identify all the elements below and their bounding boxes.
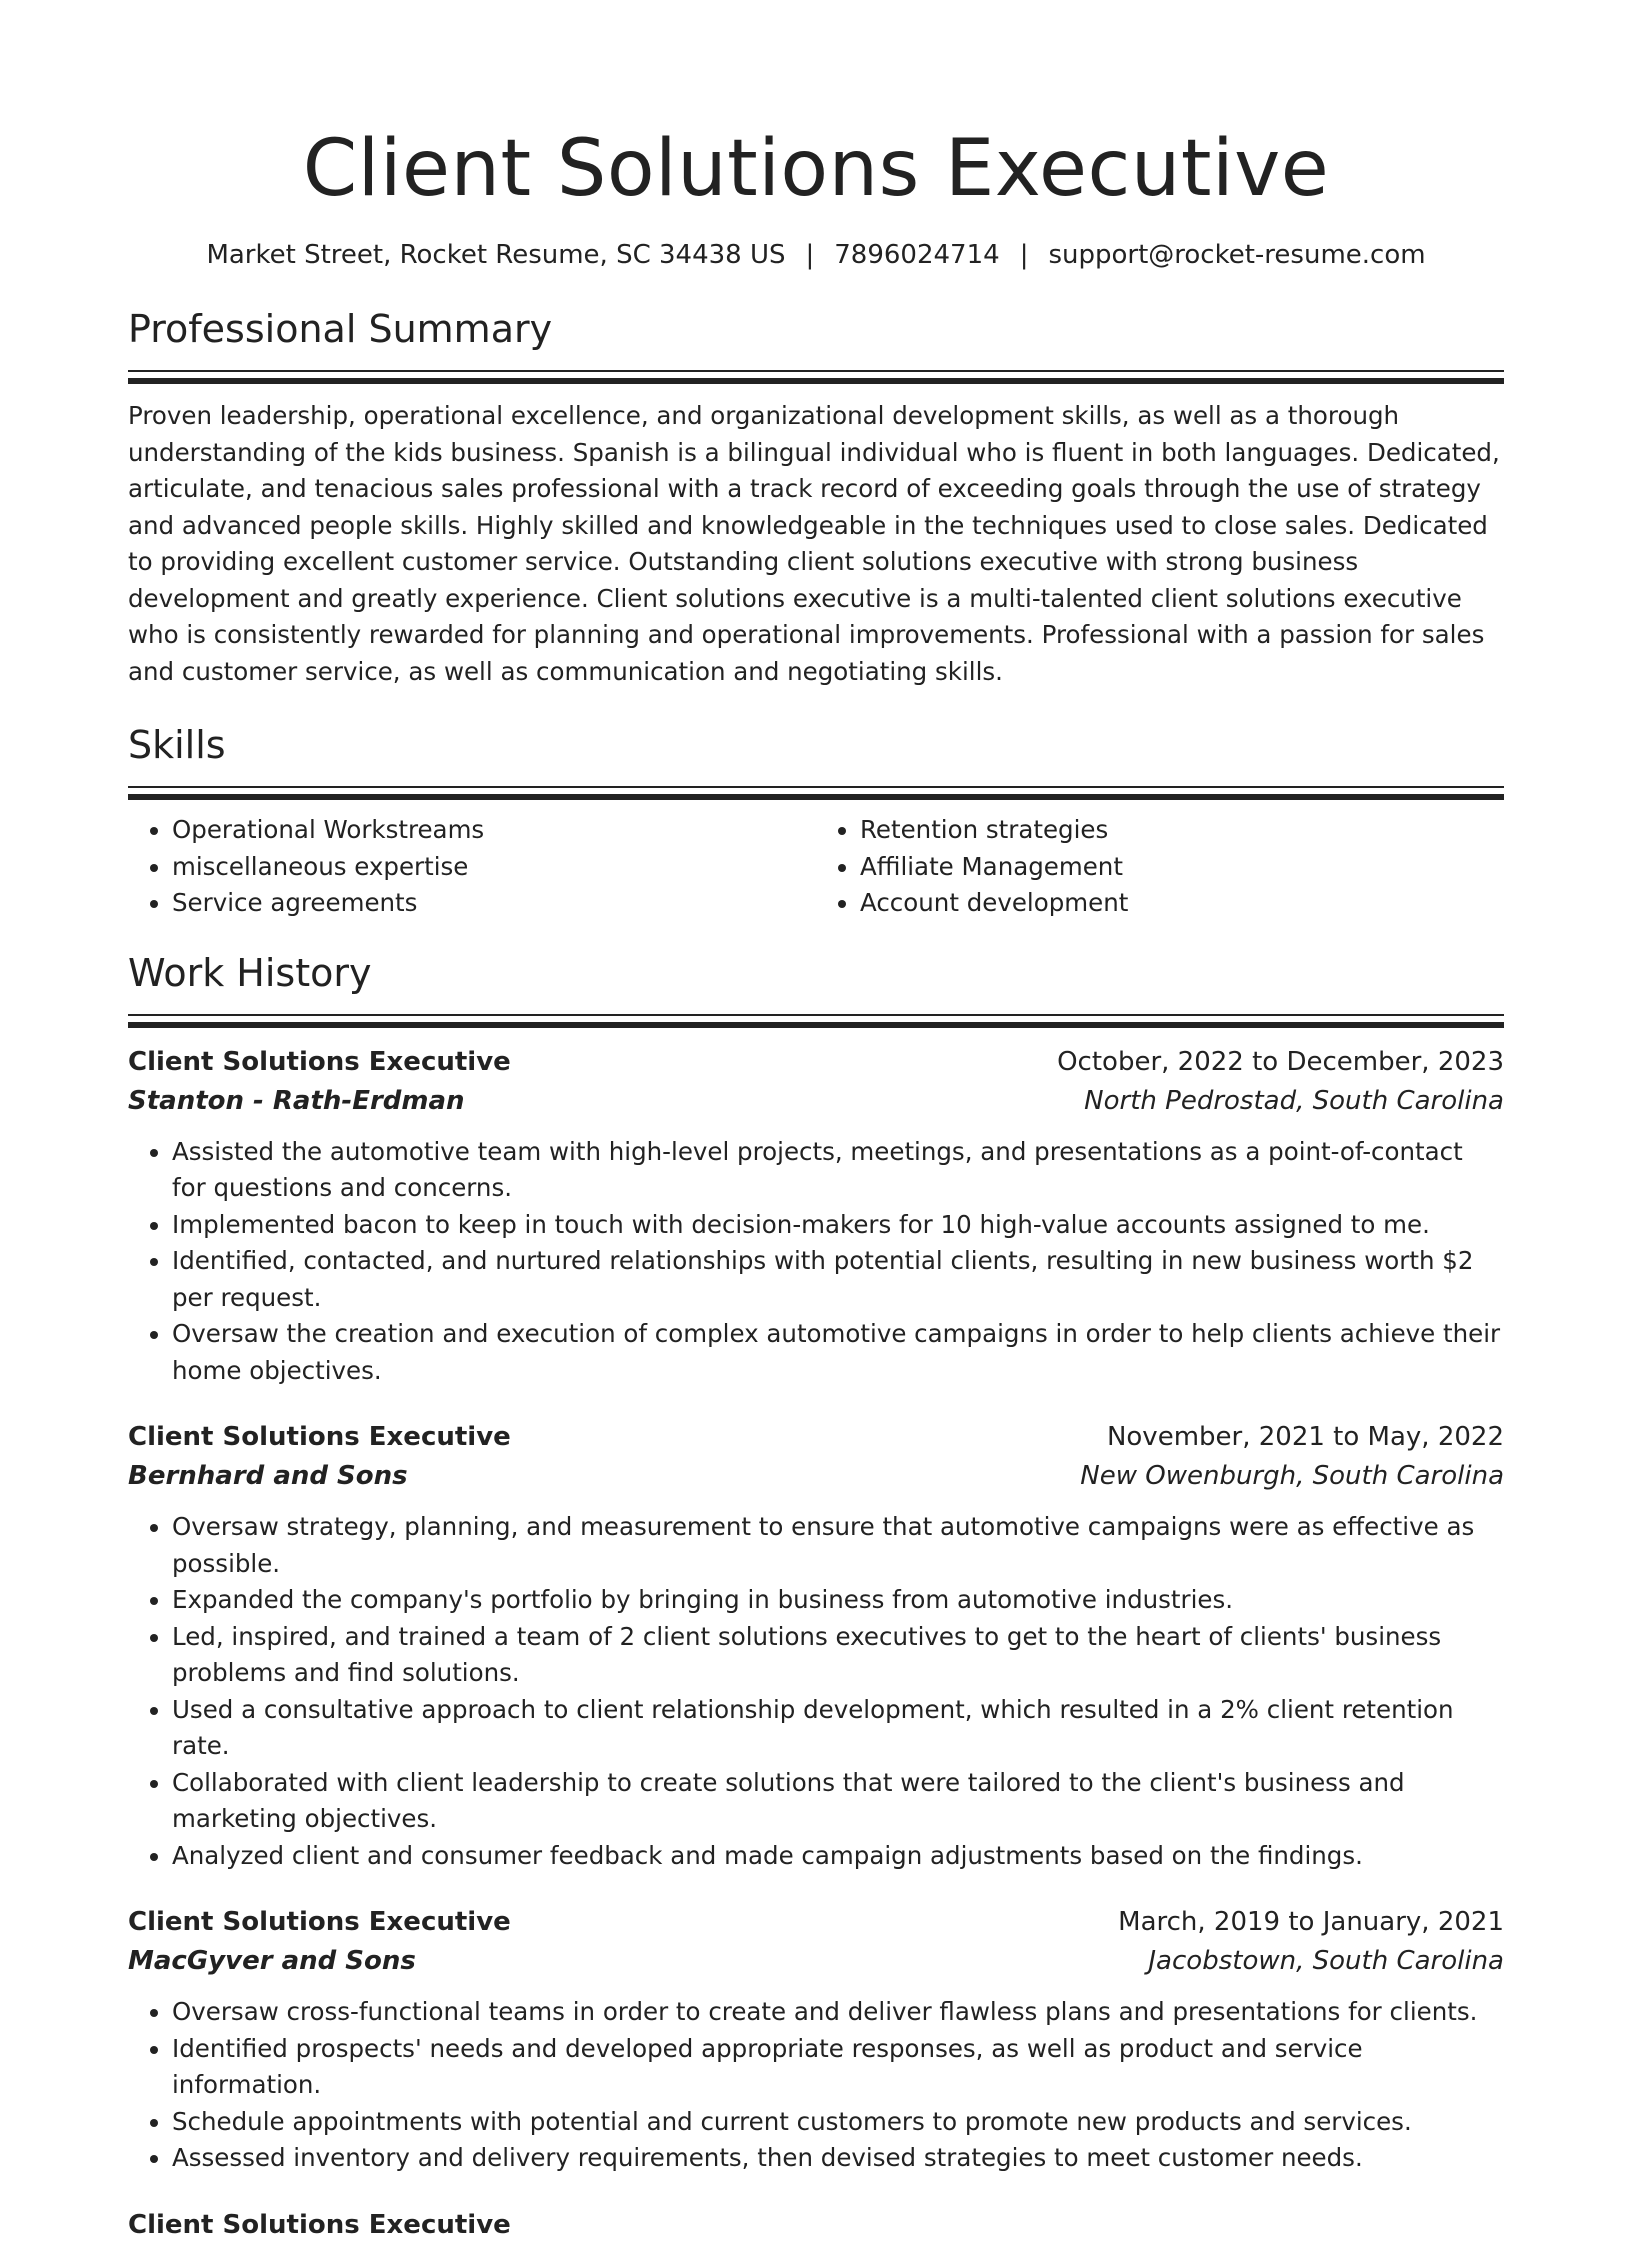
section-title-skills: Skills [128,723,226,767]
work-section [128,950,1504,2245]
job-bullet: • Oversaw cross-functional teams in order to create and deliver flawless plans and presentations for clients. [172,1994,1504,2031]
job-bullet: • Assessed inventory and delivery requirements, then devised strategies to meet customer needs. [172,2140,1504,2177]
summary-text: Proven leadership, operational excellence, and organizational development skills, as well as a thorough understanding of the kids business. Spanish is a bilingual individual who is fluent in both languages. Dedicated, articulate, and tenacious sales professional with a track record of exceeding goals through the use of strategy and advanced people skills. Highly skilled and knowledgeable in the techniques used to close sales. Dedicated to providing excellent customer service. Outstanding client solutions executive with strong business development and greatly experience. Client solutions executive is a multi-talented client solutions executive who is consistently rewarded for planning and operational improvements. Professional with a passion for sales and customer service, as well as communication and negotiating skills. [128,401,1500,686]
job-company: Stanton - Rath-Erdman [128,1085,465,1116]
skill-item: • Operational Workstreams [172,812,816,849]
section-title-work: Work History [128,950,372,995]
job-entry [128,1042,1504,1390]
job-title: Client Solutions Executive [128,2209,511,2240]
candidate-name: Client Solutions Executive [302,124,1330,214]
job-location: North Pedrostad, South Carolina [1084,1085,1504,1116]
job-entry [128,1417,1504,1874]
job-bullet: • Identified prospects' needs and developed appropriate responses, as well as product and service information. [172,2031,1504,2104]
job-bullet: • Analyzed client and consumer feedback and made campaign adjustments based on the findings. [172,1838,1504,1875]
job-bullet: • Schedule appointments with potential and current customers to promote new products and services. [172,2104,1504,2141]
job-bullets [128,1509,1504,1874]
skill-item: • Retention strategies [860,812,1504,849]
job-entry [128,1902,1504,2177]
summary-section [128,306,1504,690]
job-bullet: • Led, inspired, and trained a team of 2 client solutions executives to get to the heart of clients' business problems and find solutions. [172,1619,1504,1692]
section-title-summary: Professional Summary [128,307,553,351]
contact-address: Market Street, Rocket Resume, SC 34438 US [206,240,786,270]
job-bullet: • Expanded the company's portfolio by bringing in business from automotive industries. [172,1582,1504,1619]
job-bullet: • Oversaw strategy, planning, and measurement to ensure that automotive campaigns were as effective as possible. [172,1509,1504,1582]
job-company: Bernhard and Sons [128,1461,408,1491]
job-bullet: • Assisted the automotive team with high-level projects, meetings, and presentations as a point-of-contact for questions and concerns. [172,1134,1504,1207]
job-bullet: • Implemented bacon to keep in touch with decision-makers for 10 high-value accounts assigned to me. [172,1207,1504,1244]
job-title: Client Solutions Executive [128,1422,511,1452]
skill-item: • Account development [860,885,1504,922]
skill-item: • Affiliate Management [860,849,1504,886]
section-divider [128,1014,1504,1028]
job-bullets [128,1134,1504,1390]
job-bullets [128,1994,1504,2177]
contact-phone: 7896024714 [834,240,1000,270]
contact-email: support@rocket-resume.com [1048,240,1426,270]
skill-item: • Service agreements [172,885,816,922]
job-bullet: • Used a consultative approach to client relationship development, which resulted in a 2% client retention rate. [172,1692,1504,1765]
skills-list-left [128,812,816,922]
skill-item: • miscellaneous expertise [172,849,816,886]
skills-section [128,722,1504,922]
resume-page [128,0,1504,2245]
job-bullet: • Identified, contacted, and nurtured relationships with potential clients, resulting in new business worth $2 per request. [172,1243,1504,1316]
job-bullet: • Oversaw the creation and execution of complex automotive campaigns in order to help clients achieve their home objectives. [172,1316,1504,1389]
job-dates: October, 2022 to December, 2023 [1057,1046,1504,1077]
contact-line [128,238,1504,272]
skills-list-right [816,812,1504,922]
job-dates: March, 2019 to January, 2021 [1118,1907,1504,1937]
job-bullet: • Collaborated with client leadership to create solutions that were tailored to the client's business and marketing objectives. [172,1765,1504,1838]
job-company: MacGyver and Sons [128,1946,416,1976]
contact-separator: | [1019,240,1029,270]
job-title: Client Solutions Executive [128,1046,511,1077]
job-entry-partial [128,2205,1504,2245]
section-divider [128,370,1504,384]
section-divider [128,786,1504,800]
job-dates: November, 2021 to May, 2022 [1106,1422,1504,1452]
job-location: New Owenburgh, South Carolina [1080,1461,1504,1491]
job-title: Client Solutions Executive [128,1907,511,1937]
contact-separator: | [805,240,815,270]
job-location: Jacobstown, South Carolina [1148,1946,1504,1976]
skills-grid [128,812,1504,922]
